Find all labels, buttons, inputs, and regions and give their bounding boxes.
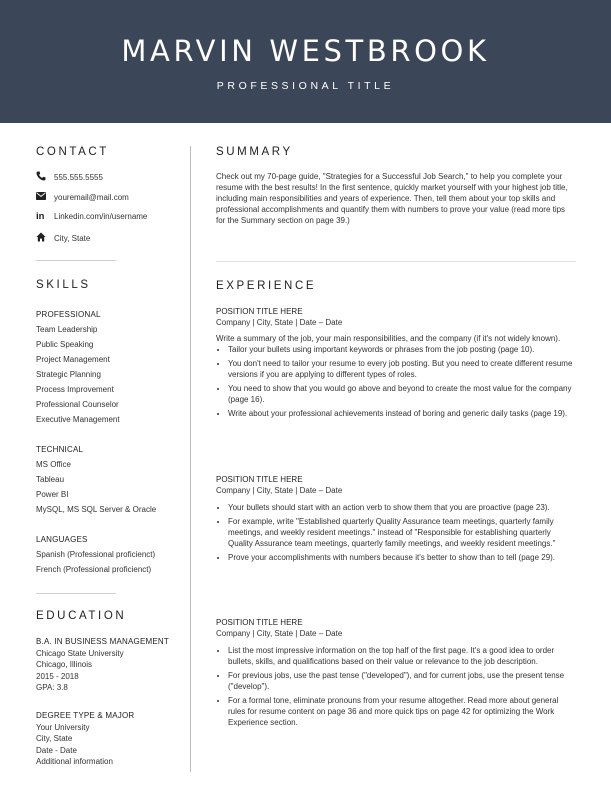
skills-group-technical bbox=[36, 442, 186, 517]
job-bullets bbox=[216, 344, 576, 419]
skill-item: Public Speaking bbox=[36, 340, 94, 349]
education-line: Additional information bbox=[36, 757, 113, 766]
skill-item: Team Leadership bbox=[36, 325, 98, 334]
education-line: Your University bbox=[36, 722, 90, 732]
skills-heading: SKILLS bbox=[36, 279, 91, 291]
job-bullet: • Tailor your bullets using important keywords or phrases from the job posting (page 10). bbox=[228, 344, 576, 355]
skills-group-title: PROFESSIONAL bbox=[36, 310, 101, 319]
contact-location-text: City, State bbox=[54, 233, 91, 243]
envelope-icon bbox=[36, 192, 48, 202]
professional-title: PROFESSIONAL TITLE bbox=[216, 80, 395, 92]
skills-separator bbox=[36, 593, 116, 594]
job-description: Write a summary of the job, your main responsibilities, and the company (if it's not widely known). bbox=[216, 334, 561, 343]
job-bullets bbox=[216, 645, 576, 728]
contact-email bbox=[36, 192, 129, 202]
job-bullet: • For previous jobs, use the past tense ("developed"), and for current jobs, use the present tense ("develop"). bbox=[228, 670, 576, 692]
skill-item: Spanish (Professional proficienct) bbox=[36, 550, 156, 559]
job-bullet: • Prove your accomplishments with numbers because it's better to show than to tell (page 29). bbox=[228, 552, 576, 563]
skills-group-title: LANGUAGES bbox=[36, 535, 88, 544]
job-title: POSITION TITLE HERE bbox=[216, 618, 303, 627]
candidate-name: MARVIN WESTBROOK bbox=[121, 34, 490, 68]
skill-item: Tableau bbox=[36, 475, 65, 484]
skills-group-professional bbox=[36, 307, 186, 427]
contact-heading: CONTACT bbox=[36, 146, 109, 158]
contact-phone bbox=[36, 171, 103, 183]
job-bullets bbox=[216, 502, 576, 563]
job-company: Company | City, State | Date – Date bbox=[216, 629, 343, 638]
education-line: Chicago State University bbox=[36, 648, 124, 658]
skill-item: Process Improvement bbox=[36, 385, 114, 394]
education-line: Date - Date bbox=[36, 745, 77, 755]
job-bullet: • You don't need to tailor your resume to every job posting. But you need to create different resume versions if you are applying to different types of roles. bbox=[228, 358, 576, 380]
job-entry bbox=[216, 474, 576, 566]
education-line: City, State bbox=[36, 734, 73, 743]
education-line: Chicago, Illinois bbox=[36, 660, 93, 669]
summary-separator bbox=[216, 261, 576, 262]
job-bullet: • For a formal tone, eliminate pronouns from your resume altogether. Read more about general rules for resume content on page 36 and more quick tips on page 42 for optimizing the Work Experience section. bbox=[228, 695, 576, 728]
education-entry bbox=[36, 636, 186, 694]
skill-item: Professional Counselor bbox=[36, 400, 119, 409]
education-line: GPA: 3.8 bbox=[36, 683, 68, 692]
skill-item: MySQL, MS SQL Server & Oracle bbox=[36, 505, 157, 514]
skill-item: Power BI bbox=[36, 490, 69, 499]
job-entry bbox=[216, 306, 576, 422]
contact-phone-text: 555.555.5555 bbox=[54, 172, 103, 182]
education-line: 2015 - 2018 bbox=[36, 671, 79, 681]
education-degree: DEGREE TYPE & MAJOR bbox=[36, 711, 135, 720]
job-title: POSITION TITLE HERE bbox=[216, 307, 303, 316]
education-heading: EDUCATION bbox=[36, 610, 127, 622]
column-divider bbox=[190, 146, 191, 772]
contact-linkedin-text: Linkedin.com/in/username bbox=[54, 212, 148, 221]
contact-email-text: youremail@mail.com bbox=[54, 192, 129, 202]
home-icon bbox=[36, 232, 48, 244]
job-bullet: • Your bullets should start with an action verb to show them that you are proactive (page 23). bbox=[228, 502, 576, 513]
skill-item: Executive Management bbox=[36, 415, 120, 424]
education-degree: B.A. IN BUSINESS MANAGEMENT bbox=[36, 637, 169, 646]
skills-group-title: TECHNICAL bbox=[36, 445, 84, 454]
skills-group-languages bbox=[36, 532, 186, 577]
job-bullet: • For example, write "Established quarterly Quality Assurance team meetings, quarterly family meetings, and weekly resident meetings." instead of "Responsible for establishing quarterly Quality Assurance team meetings, quarterly family meetings, and weekly resident meetings." bbox=[228, 516, 576, 549]
summary-heading: SUMMARY bbox=[216, 146, 293, 158]
linkedin-icon: in bbox=[36, 211, 45, 222]
education-entry bbox=[36, 710, 186, 768]
job-bullet: • Write about your professional achievements instead of boring and generic daily tasks (page 19). bbox=[228, 408, 576, 419]
contact-separator bbox=[36, 260, 116, 261]
job-company: Company | City, State | Date – Date bbox=[216, 318, 343, 327]
summary-text: Check out my 70-page guide, "Strategies for a Successful Job Search," to help you complete your resume with the best results! In the first sentence, quickly market yourself with your highest job title, including main responsibilities and years of experience. Then, tell them about your top skills and professional accomplishments and quantify them with numbers to prove your value (read more tips for the Summary section on page 39.) bbox=[216, 172, 568, 225]
skill-item: Strategic Planning bbox=[36, 370, 101, 379]
contact-location bbox=[36, 232, 90, 244]
experience-heading: EXPERIENCE bbox=[216, 280, 317, 292]
skill-item: Project Management bbox=[36, 355, 110, 364]
header-banner bbox=[0, 0, 611, 123]
job-entry bbox=[216, 617, 576, 731]
skill-item: MS Office bbox=[36, 460, 71, 469]
job-company: Company | City, State | Date – Date bbox=[216, 486, 343, 495]
phone-icon bbox=[36, 171, 48, 183]
skill-item: French (Professional proficienct) bbox=[36, 565, 152, 574]
contact-linkedin bbox=[36, 211, 147, 222]
job-bullet: • You need to show that you would go above and beyond to create the most value for the company (page 16). bbox=[228, 383, 576, 405]
job-title: POSITION TITLE HERE bbox=[216, 475, 303, 484]
job-bullet: • List the most impressive information on the top half of the first page. It's a good idea to order bullets, skills, and qualifications based on their value or relevance to the job description. bbox=[228, 645, 576, 667]
